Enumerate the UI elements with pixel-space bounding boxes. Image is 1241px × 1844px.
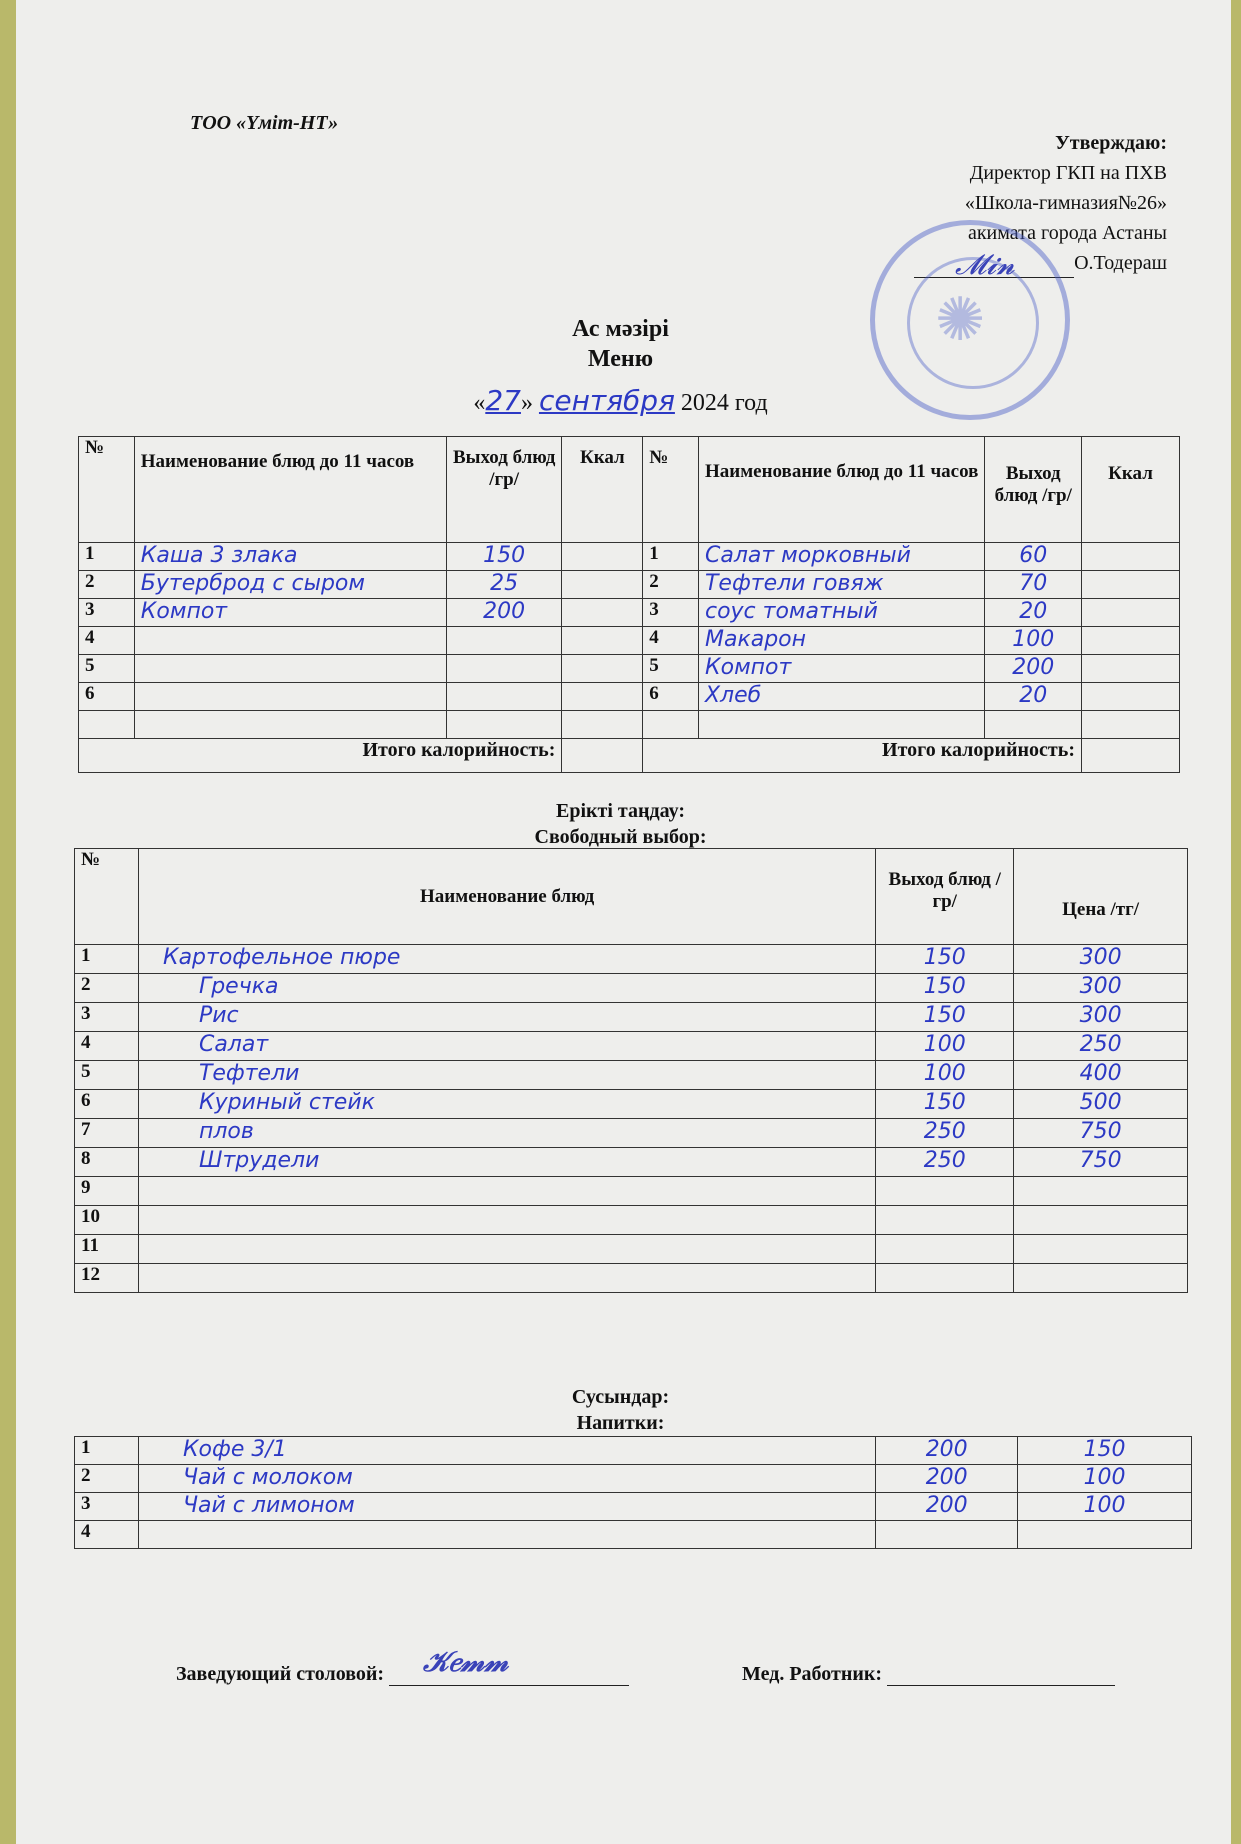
dish-price: 750 xyxy=(1014,1148,1188,1177)
organization-name: ТОО «Үміт-НТ» xyxy=(190,112,339,134)
dish-output xyxy=(876,1235,1014,1264)
drink-price: 150 xyxy=(1018,1437,1192,1465)
row-number: 2 xyxy=(75,1465,139,1493)
free-col-num: № xyxy=(75,849,139,945)
dish-output: 20 xyxy=(985,599,1082,627)
row-number: 1 xyxy=(643,543,699,571)
table-row xyxy=(75,1090,1188,1119)
row-number xyxy=(79,711,135,739)
emblem-icon: ✺ xyxy=(935,287,986,353)
row-number: 3 xyxy=(643,599,699,627)
date-day: 27 xyxy=(485,384,521,417)
dish-price: 300 xyxy=(1014,1003,1188,1032)
dish-output: 200 xyxy=(985,655,1082,683)
dish-kcal xyxy=(562,599,643,627)
drink-output: 200 xyxy=(876,1493,1018,1521)
drink-name: Чай с лимоном xyxy=(138,1493,875,1521)
menu-date: «27» сентября 2024 год xyxy=(473,384,768,417)
approval-title: Утверждаю: xyxy=(1055,132,1167,154)
table-row xyxy=(79,543,1180,571)
dish-name: Компот xyxy=(134,599,446,627)
row-number: 4 xyxy=(643,627,699,655)
dish-name: плов xyxy=(138,1119,875,1148)
dish-output xyxy=(446,711,562,739)
dish-output: 150 xyxy=(876,945,1014,974)
date-year: 2024 год xyxy=(680,390,768,416)
free-choice-title-ru: Свободный выбор: xyxy=(534,826,707,848)
dish-output: 70 xyxy=(985,571,1082,599)
row-number: 12 xyxy=(75,1264,139,1293)
col-kcal: Ккал xyxy=(562,437,643,543)
table-row xyxy=(75,1061,1188,1090)
row-number: 2 xyxy=(75,974,139,1003)
free-choice-table xyxy=(74,848,1188,1293)
table-row xyxy=(79,627,1180,655)
med-label: Мед. Работник: xyxy=(742,1663,883,1685)
table-row xyxy=(75,1235,1188,1264)
drink-price: 100 xyxy=(1018,1493,1192,1521)
dish-output xyxy=(446,683,562,711)
drinks-table xyxy=(74,1436,1192,1549)
row-number: 6 xyxy=(643,683,699,711)
head-label: Заведующий столовой: xyxy=(176,1663,385,1685)
dish-name xyxy=(138,1235,875,1264)
dish-name: соус томатный xyxy=(698,599,985,627)
row-number: 1 xyxy=(75,945,139,974)
dish-price xyxy=(1014,1235,1188,1264)
head-of-canteen xyxy=(176,1645,629,1686)
table-row xyxy=(75,1177,1188,1206)
col-num-2: № xyxy=(643,437,699,543)
total-label-left: Итого калорийность: xyxy=(79,739,562,773)
dish-name xyxy=(134,711,446,739)
dish-price: 750 xyxy=(1014,1119,1188,1148)
row-number: 1 xyxy=(75,1437,139,1465)
title-ru: Меню xyxy=(587,346,654,372)
dish-name xyxy=(134,683,446,711)
table-row xyxy=(75,974,1188,1003)
head-signature-line xyxy=(389,1645,629,1686)
row-number: 4 xyxy=(79,627,135,655)
dish-kcal xyxy=(562,683,643,711)
col-num: № xyxy=(79,437,135,543)
row-number: 5 xyxy=(75,1061,139,1090)
free-col-price: Цена /тг/ xyxy=(1014,849,1188,945)
dish-output xyxy=(876,1177,1014,1206)
row-number: 2 xyxy=(643,571,699,599)
empty-cell xyxy=(643,711,699,739)
dish-output: 60 xyxy=(985,543,1082,571)
approval-position: Директор ГКП на ПХВ xyxy=(969,162,1167,184)
drinks-title-kz: Сусындар: xyxy=(571,1386,670,1408)
row-number: 10 xyxy=(75,1206,139,1235)
dish-name: Рис xyxy=(138,1003,875,1032)
empty-cell xyxy=(985,711,1082,739)
dish-price: 250 xyxy=(1014,1032,1188,1061)
drink-price xyxy=(1018,1521,1192,1549)
drink-name: Кофе 3/1 xyxy=(138,1437,875,1465)
empty-cell xyxy=(1082,711,1180,739)
col-name: Наименование блюд до 11 часов xyxy=(134,437,446,543)
dish-name: Каша 3 злака xyxy=(134,543,446,571)
dish-kcal xyxy=(1082,627,1180,655)
free-col-output: Выход блюд /гр/ xyxy=(876,849,1014,945)
drink-name xyxy=(138,1521,875,1549)
drink-name: Чай с молоком xyxy=(138,1465,875,1493)
row-number: 2 xyxy=(79,571,135,599)
col-kcal-2: Ккал xyxy=(1082,437,1180,543)
free-choice-title-kz: Ерікті таңдау: xyxy=(555,800,685,822)
title-kz: Ас мәзірі xyxy=(572,316,669,342)
table-row xyxy=(79,711,1180,739)
dish-output xyxy=(876,1206,1014,1235)
dish-price: 400 xyxy=(1014,1061,1188,1090)
table-row xyxy=(79,683,1180,711)
dish-name: Штрудели xyxy=(138,1148,875,1177)
drink-output: 200 xyxy=(876,1465,1018,1493)
dish-kcal xyxy=(562,571,643,599)
table-row xyxy=(75,1437,1192,1465)
dish-kcal xyxy=(562,627,643,655)
dish-name: Хлеб xyxy=(698,683,985,711)
row-number: 6 xyxy=(75,1090,139,1119)
dish-output: 250 xyxy=(876,1119,1014,1148)
dish-price: 300 xyxy=(1014,974,1188,1003)
dish-name: Макарон xyxy=(698,627,985,655)
approval-akimat: акимата города Астаны xyxy=(967,222,1167,244)
head-signature: 𝒦𝑒𝓂𝓂 xyxy=(423,1645,509,1678)
dish-output: 20 xyxy=(985,683,1082,711)
row-number: 3 xyxy=(75,1493,139,1521)
row-number: 3 xyxy=(79,599,135,627)
table-row xyxy=(79,571,1180,599)
drink-output: 200 xyxy=(876,1437,1018,1465)
dish-kcal xyxy=(562,655,643,683)
director-signature: 𝓜𝓲𝓷 xyxy=(955,248,1015,281)
drinks-title-ru: Напитки: xyxy=(576,1412,665,1434)
dish-name xyxy=(138,1264,875,1293)
dish-price xyxy=(1014,1264,1188,1293)
table-row xyxy=(75,1465,1192,1493)
table-row xyxy=(75,1264,1188,1293)
row-number: 7 xyxy=(75,1119,139,1148)
row-number: 5 xyxy=(643,655,699,683)
dish-name xyxy=(138,1177,875,1206)
row-number: 1 xyxy=(79,543,135,571)
dish-name xyxy=(134,655,446,683)
medical-worker xyxy=(742,1663,1115,1686)
table-row xyxy=(75,1003,1188,1032)
dish-output: 150 xyxy=(876,974,1014,1003)
approval-school: «Школа-гимназия№26» xyxy=(964,192,1167,214)
dish-kcal xyxy=(1082,655,1180,683)
dish-kcal xyxy=(562,711,643,739)
dish-output: 150 xyxy=(876,1003,1014,1032)
med-signature-line xyxy=(887,1665,1115,1686)
dish-output: 150 xyxy=(876,1090,1014,1119)
approval-name: О.Тодераш xyxy=(1074,252,1167,274)
dish-name: Гречка xyxy=(138,974,875,1003)
table-row xyxy=(75,1521,1192,1549)
dish-price xyxy=(1014,1177,1188,1206)
drink-price: 100 xyxy=(1018,1465,1192,1493)
table-row xyxy=(75,945,1188,974)
dish-output: 100 xyxy=(985,627,1082,655)
dish-name: Компот xyxy=(698,655,985,683)
row-number: 6 xyxy=(79,683,135,711)
dish-output: 250 xyxy=(876,1148,1014,1177)
table-row xyxy=(75,1206,1188,1235)
dish-name: Салат xyxy=(138,1032,875,1061)
row-number: 8 xyxy=(75,1148,139,1177)
dish-name: Бутерброд с сыром xyxy=(134,571,446,599)
dish-output: 100 xyxy=(876,1061,1014,1090)
dish-price xyxy=(1014,1206,1188,1235)
date-month: сентября xyxy=(538,384,675,417)
dish-price: 500 xyxy=(1014,1090,1188,1119)
table-row xyxy=(75,1148,1188,1177)
dish-name: Куриный стейк xyxy=(138,1090,875,1119)
table-row xyxy=(79,655,1180,683)
total-value-right xyxy=(1082,739,1180,773)
table-row xyxy=(75,1493,1192,1521)
dish-kcal xyxy=(1082,571,1180,599)
dish-name: Тефтели xyxy=(138,1061,875,1090)
table-row xyxy=(75,1119,1188,1148)
dish-name xyxy=(138,1206,875,1235)
dish-output: 100 xyxy=(876,1032,1014,1061)
row-number: 4 xyxy=(75,1032,139,1061)
dish-name: Картофельное пюре xyxy=(138,945,875,974)
col-output: Выход блюд /гр/ xyxy=(446,437,562,543)
dish-kcal xyxy=(562,543,643,571)
row-number: 9 xyxy=(75,1177,139,1206)
dish-output xyxy=(446,655,562,683)
drink-output xyxy=(876,1521,1018,1549)
row-number: 3 xyxy=(75,1003,139,1032)
total-value-left xyxy=(562,739,643,773)
dish-name xyxy=(134,627,446,655)
row-number: 5 xyxy=(79,655,135,683)
free-col-name: Наименование блюд xyxy=(138,849,875,945)
dish-kcal xyxy=(1082,543,1180,571)
menu-table xyxy=(78,436,1180,773)
total-label-right: Итого калорийность: xyxy=(643,739,1082,773)
dish-kcal xyxy=(1082,599,1180,627)
dish-output: 25 xyxy=(446,571,562,599)
dish-kcal xyxy=(1082,683,1180,711)
col-name-2: Наименование блюд до 11 часов xyxy=(698,437,985,543)
row-number: 11 xyxy=(75,1235,139,1264)
table-row xyxy=(75,1032,1188,1061)
dish-output: 200 xyxy=(446,599,562,627)
dish-output xyxy=(446,627,562,655)
table-row xyxy=(79,599,1180,627)
dish-name: Салат морковный xyxy=(698,543,985,571)
dish-output: 150 xyxy=(446,543,562,571)
dish-name: Тефтели говяж xyxy=(698,571,985,599)
col-output-2: Выход блюд /гр/ xyxy=(985,437,1082,543)
row-number: 4 xyxy=(75,1521,139,1549)
dish-output xyxy=(876,1264,1014,1293)
dish-price: 300 xyxy=(1014,945,1188,974)
empty-cell xyxy=(698,711,985,739)
